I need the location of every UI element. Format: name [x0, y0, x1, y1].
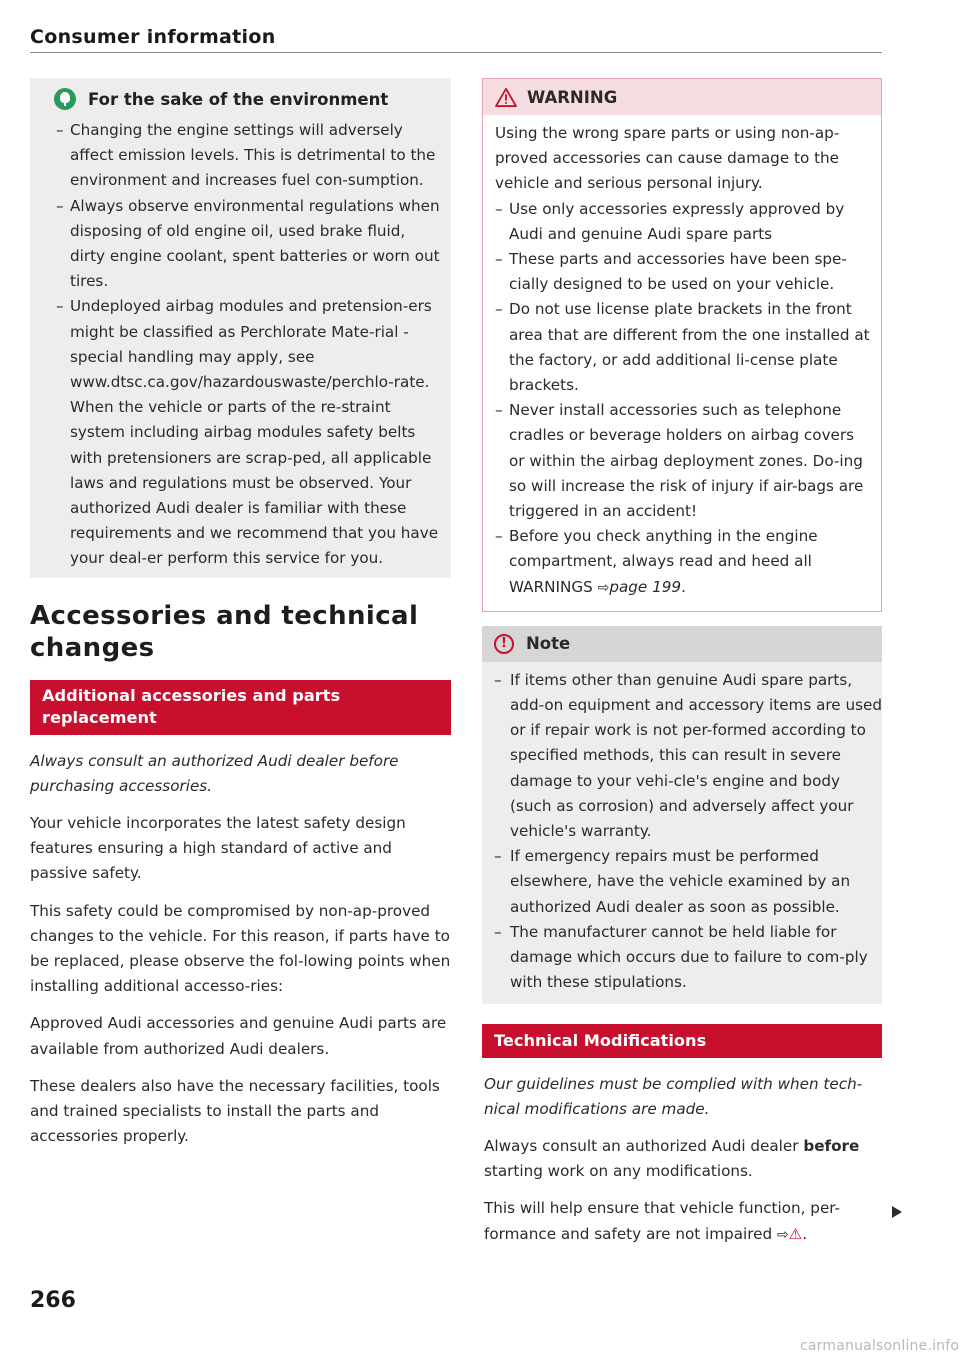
list-item [495, 524, 873, 601]
warning-box [482, 78, 882, 612]
list-item: – Do not use license plate brackets in the front area that are different from the one installed at the factory, or add additional li-cense plate brackets. [495, 297, 873, 398]
list-item: – If emergency repairs must be performed elsewhere, have the vehicle examined by an authorized Audi dealer as soon as possible. [482, 844, 882, 920]
reference-arrow-icon: ⇨ [776, 1226, 789, 1243]
list-item: – Never install accessories such as telephone cradles or beverage holders on airbag covers or within the airbag deployment zones. Do-ing so will increase the risk of injury if air-bags are triggered in an accident! [495, 398, 873, 524]
note-list [482, 662, 882, 996]
environment-title: For the sake of the environment [88, 89, 389, 109]
reference-arrow-icon: ⇨ [597, 579, 610, 596]
warning-triangle-icon [495, 87, 517, 107]
technical-p1-after: starting work on any modifications. [484, 1162, 753, 1181]
watermark: carmanualsonline.info [800, 1338, 960, 1354]
header-divider [30, 52, 882, 53]
technical-intro: Our guidelines must be complied with when tech-nical modifications are made. [484, 1074, 863, 1118]
warning-title: WARNING [527, 87, 618, 107]
page-reference-link[interactable]: page 199 [609, 577, 682, 596]
sentence-end: . [681, 577, 686, 596]
warning-intro: Using the wrong spare parts or using non-ap-proved accessories can cause damage to the vehicle and serious personal injury. [495, 124, 840, 193]
note-exclamation-icon: ! [494, 634, 514, 654]
environment-list [30, 118, 451, 572]
warning-header [483, 79, 881, 115]
accessories-section-bar: Additional accessories and parts replacement [30, 680, 451, 735]
accessories-intro: Always consult an authorized Audi dealer before purchasing accessories. [30, 751, 399, 795]
accessories-paragraph: This safety could be compromised by non-ap-proved changes to the vehicle. For this reason, if parts have to be replaced, please observe the fol-lowing points when installing additional accesso-ries: [30, 901, 451, 996]
accessories-paragraph: Approved Audi accessories and genuine Audi parts are available from authorized Audi dealers. [30, 1014, 447, 1058]
sentence-end: . [802, 1224, 808, 1243]
note-title: Note [526, 634, 571, 654]
note-box [482, 626, 882, 1004]
left-column [30, 78, 451, 1150]
note-header [482, 626, 882, 662]
technical-p1-bold: before [803, 1136, 860, 1155]
warning-reference-icon[interactable]: ⚠ [788, 1224, 803, 1243]
environment-header [30, 78, 451, 118]
accessories-paragraph: Your vehicle incorporates the latest safety design features ensuring a high standard of active and passive safety. [30, 814, 406, 883]
technical-section-bar: Technical Modifications [482, 1024, 882, 1058]
right-column [482, 78, 882, 1248]
technical-p2-text: This will help ensure that vehicle function, per-formance and safety are not impaired [484, 1199, 841, 1243]
warning-list [495, 197, 873, 601]
technical-paragraph [482, 1196, 882, 1247]
list-item: – These parts and accessories have been spe-cially designed to be used on your vehicle. [495, 247, 873, 297]
list-item: – If items other than genuine Audi spare parts, add-on equipment and accessory items are used or if repair work is not per-formed according to specified methods, this can result in severe damage to your vehi-cle's engine and body (such as corrosion) and adversely affect your vehicle's warranty. [482, 668, 882, 844]
list-item: – Changing the engine settings will adversely affect emission levels. This is detrimental to the environment and increases fuel con-sumption. [30, 118, 451, 194]
page-number: 266 [30, 1288, 76, 1313]
technical-paragraph [482, 1134, 882, 1184]
list-item: – The manufacturer cannot be held liable for damage which occurs due to failure to com-ply with these stipulations. [482, 920, 882, 996]
main-heading: Accessories and technical changes [30, 600, 419, 663]
list-item: – Undeployed airbag modules and pretension-ers might be classified as Perchlorate Mate-rial -special handling may apply, see www.dtsc.ca.gov/hazardouswaste/perchlo-rate. When the vehicle or parts of the re-straint system including airbag modules safety belts with pretensioners are scrap-ped, all applicable laws and regulations must be observed. Your authorized Audi dealer is familiar with these requirements and we recommend that you have your deal-er perform this service for you. [30, 294, 451, 571]
section-header: Consumer information [30, 26, 276, 48]
continue-arrow-icon [892, 1206, 902, 1218]
environment-box [30, 78, 451, 578]
technical-p1-before: Always consult an authorized Audi dealer [484, 1136, 799, 1155]
accessories-paragraph: These dealers also have the necessary facilities, tools and trained specialists to install the parts and accessories properly. [30, 1076, 440, 1146]
warning-body [483, 115, 881, 611]
list-item: – Use only accessories expressly approved by Audi and genuine Audi spare parts [495, 197, 873, 247]
environment-leaf-icon [54, 88, 76, 110]
list-item: – Always observe environmental regulations when disposing of old engine oil, used brake fluid, dirty engine coolant, spent batteries or worn out tires. [30, 194, 451, 295]
warning-last-item-text: Before you check anything in the engine compartment, always read and heed all WARNINGS [509, 527, 818, 596]
